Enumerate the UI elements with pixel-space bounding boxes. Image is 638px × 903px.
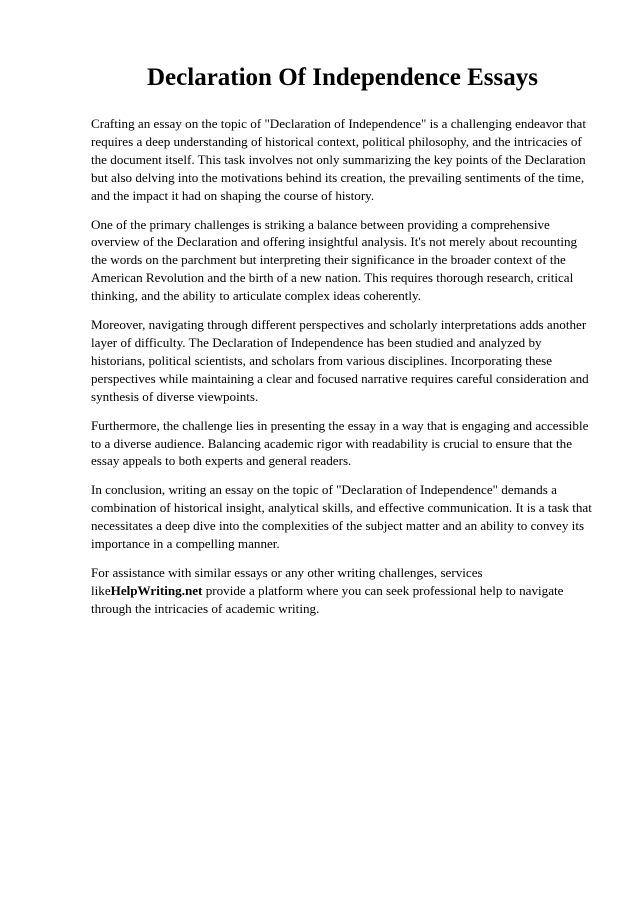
brand-name: HelpWriting.net	[110, 582, 203, 598]
paragraph-4: Furthermore, the challenge lies in presenting the essay in a way that is engaging and accessible to a diverse audience. Balancing academic rigor with readability is crucial to ensure that the essay appeals to both experts and general readers.	[91, 417, 589, 469]
paragraph-2: One of the primary challenges is striking a balance between providing a comprehensive overview of the Declaration and offering insightful analysis. It's not merely about recounting the words on the parchment but interpreting their significance in the broader context of the American Revolution and the birth of a new nation. This requires thorough research, critical thinking, and the ability to articulate complex ideas coherently.	[91, 216, 578, 304]
paragraph-5: In conclusion, writing an essay on the topic of "Declaration of Independence" demands a combination of historical insight, analytical skills, and effective communication. It is a task that necessitates a deep dive into the complexities of the subject matter and an ability to convey its importance in a compelling manner.	[91, 482, 592, 552]
closing-paragraph	[91, 564, 594, 618]
paragraph-1: Crafting an essay on the topic of "Declaration of Independence" is a challenging endeavor that requires a deep understanding of historical context, political philosophy, and the intricacies of the document itself. This task involves not only summarizing the key points of the Declaration but also delving into the motivations behind its creation, the prevailing sentiments of the time, and the impact it had on shaping the course of history.	[91, 116, 586, 203]
closing-text-after: provide a platform where you can seek professional help to navigate through the intricacies of academic writing.	[91, 582, 564, 616]
closing-text-before: For assistance with similar essays or any other writing challenges, services like	[91, 564, 483, 598]
page-title: Declaration Of Independence Essays	[147, 64, 538, 91]
paragraph-3: Moreover, navigating through different perspectives and scholarly interpretations adds another layer of difficulty. The Declaration of Independence has been studied and analyzed by historians, political scientists, and scholars from various disciplines. Incorporating these perspectives while maintaining a clear and focused narrative requires careful consideration and synthesis of diverse viewpoints.	[91, 317, 589, 404]
